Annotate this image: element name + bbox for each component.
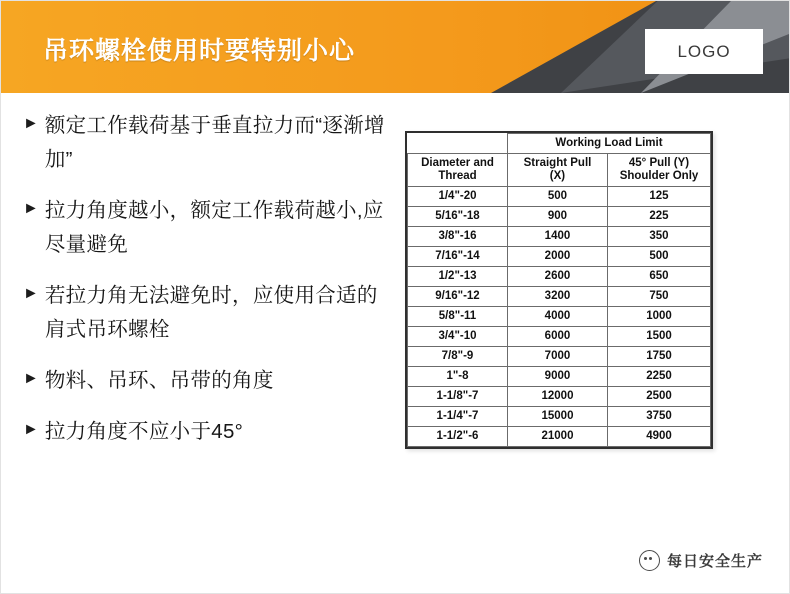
table-row <box>408 267 711 287</box>
cell-diameter: 1/4"-20 <box>408 187 508 207</box>
table-body <box>408 187 711 447</box>
cell-straight-pull: 12000 <box>507 387 607 407</box>
table-row <box>408 187 711 207</box>
table-header-angled-pull-line2: Shoulder Only <box>619 170 699 182</box>
bullet-marker-icon: ► <box>23 200 39 217</box>
cell-diameter: 7/8"-9 <box>408 347 508 367</box>
cell-diameter: 1/2"-13 <box>408 267 508 287</box>
table-header-straight-pull-line2: (X) <box>549 170 566 182</box>
table-row <box>408 387 711 407</box>
cell-diameter: 5/16"-18 <box>408 207 508 227</box>
table-header-diameter-line1: Diameter and <box>421 157 494 169</box>
table-row <box>408 307 711 327</box>
cell-diameter: 3/8"-16 <box>408 227 508 247</box>
cell-diameter: 5/8"-11 <box>408 307 508 327</box>
list-item-label: 额定工作载荷基于垂直拉力而“逐渐增加” <box>44 114 385 171</box>
list-item <box>23 279 393 347</box>
cell-diameter: 1-1/8"-7 <box>408 387 508 407</box>
cell-straight-pull: 4000 <box>507 307 607 327</box>
wechat-icon <box>639 550 660 571</box>
cell-angled-pull: 650 <box>607 267 710 287</box>
cell-straight-pull: 1400 <box>507 227 607 247</box>
table-header-straight-pull-line1: Straight Pull <box>523 157 592 169</box>
list-item-label: 物料、吊环、吊带的角度 <box>44 369 274 392</box>
cell-angled-pull: 4900 <box>607 427 710 447</box>
list-item <box>23 364 393 398</box>
cell-angled-pull: 500 <box>607 247 710 267</box>
cell-diameter: 7/16"-14 <box>408 247 508 267</box>
bullet-list <box>23 109 393 466</box>
table-header-diameter-line2: Thread <box>438 170 477 182</box>
list-item-label: 拉力角度越小，额定工作载荷越小,应尽量避免 <box>44 199 384 256</box>
table-header-angled-pull <box>607 154 710 187</box>
cell-angled-pull: 1000 <box>607 307 710 327</box>
cell-angled-pull: 125 <box>607 187 710 207</box>
cell-straight-pull: 7000 <box>507 347 607 367</box>
cell-diameter: 1"-8 <box>408 367 508 387</box>
table-row <box>408 367 711 387</box>
cell-angled-pull: 1500 <box>607 327 710 347</box>
table-row <box>408 247 711 267</box>
table-header-row <box>408 154 711 187</box>
table-row <box>408 227 711 247</box>
table-row <box>408 287 711 307</box>
cell-angled-pull: 3750 <box>607 407 710 427</box>
working-load-limit-table <box>405 131 713 449</box>
table-header-straight-pull <box>507 154 607 187</box>
cell-straight-pull: 3200 <box>507 287 607 307</box>
cell-angled-pull: 1750 <box>607 347 710 367</box>
cell-angled-pull: 350 <box>607 227 710 247</box>
table-header-group: Working Load Limit <box>507 134 710 154</box>
bullet-marker-icon: ► <box>23 115 39 132</box>
list-item <box>23 194 393 262</box>
footer-badge-label: 每日安全生产 <box>666 553 763 570</box>
table-row <box>408 407 711 427</box>
cell-straight-pull: 21000 <box>507 427 607 447</box>
cell-straight-pull: 2000 <box>507 247 607 267</box>
cell-angled-pull: 225 <box>607 207 710 227</box>
list-item-label: 拉力角度不应小于45° <box>44 420 244 443</box>
cell-angled-pull: 2500 <box>607 387 710 407</box>
page-title: 吊环螺栓使用时要特别小心 <box>43 37 356 65</box>
table-header-group-row <box>408 134 711 154</box>
footer-badge <box>639 550 763 571</box>
list-item <box>23 415 393 449</box>
table-row <box>408 327 711 347</box>
bullet-marker-icon: ► <box>23 370 39 387</box>
table-row <box>408 207 711 227</box>
table-header-angled-pull-line1: 45° Pull (Y) <box>628 157 690 169</box>
cell-diameter: 1-1/4"-7 <box>408 407 508 427</box>
slide-header <box>1 1 790 93</box>
cell-straight-pull: 9000 <box>507 367 607 387</box>
bullet-marker-icon: ► <box>23 285 39 302</box>
cell-diameter: 3/4"-10 <box>408 327 508 347</box>
cell-angled-pull: 2250 <box>607 367 710 387</box>
table-row <box>408 427 711 447</box>
cell-straight-pull: 500 <box>507 187 607 207</box>
cell-straight-pull: 900 <box>507 207 607 227</box>
cell-diameter: 1-1/2"-6 <box>408 427 508 447</box>
list-item <box>23 109 393 177</box>
list-item-label: 若拉力角无法避免时，应使用合适的肩式吊环螺栓 <box>44 284 378 341</box>
bullet-marker-icon: ► <box>23 421 39 438</box>
logo: LOGO <box>645 29 763 74</box>
cell-diameter: 9/16"-12 <box>408 287 508 307</box>
cell-straight-pull: 15000 <box>507 407 607 427</box>
cell-straight-pull: 6000 <box>507 327 607 347</box>
cell-angled-pull: 750 <box>607 287 710 307</box>
cell-straight-pull: 2600 <box>507 267 607 287</box>
table-header-blank <box>408 134 508 154</box>
table-header-diameter <box>408 154 508 187</box>
table-row <box>408 347 711 367</box>
